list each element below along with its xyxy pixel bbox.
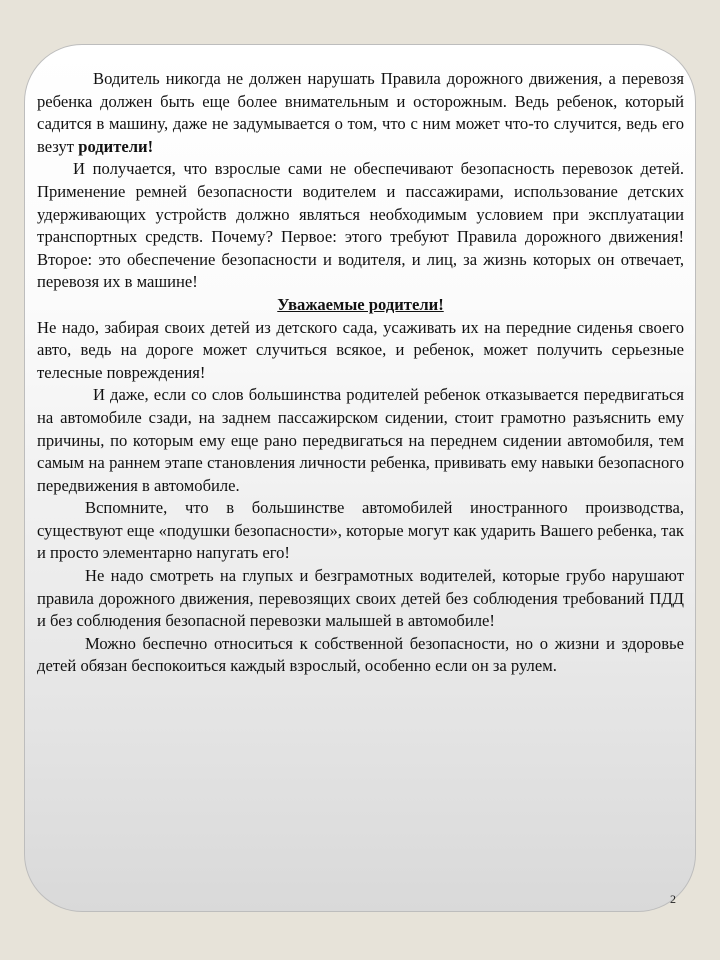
paragraph-safety-belts: И получается, что взрослые сами не обеспечивают безопасность перевозок детей. Применение ремней безопасности водителем и пассажирами, использование детских удерживающих устройств должно являться необходимым условием при эксплуатации транспортных средств. Почему? Первое: этого требуют Правила дорожного движения! Второе: это обеспечение безопасности и водителя, и лиц, за жизнь которых он отвечает, перевозя их в машине! (37, 159, 684, 292)
page-number: 2 (670, 892, 676, 906)
document-body (37, 68, 684, 678)
paragraph-explain-reasons: И даже, если со слов большинства родителей ребенок отказывается передвигаться на автомобиле сзади, на заднем пассажирском сидении, стоит грамотно разъяснить ему причины, по которым ему еще рано передвигаться на переднем сидении автомобиля, тем самым на раннем этапе становления личности ребенка, прививать ему навыки безопасного передвижения в автомобиле. (37, 385, 684, 495)
paragraph-bad-drivers: Не надо смотреть на глупых и безграмотных водителей, которые грубо нарушают правила дорожного движения, перевозящих своих детей без соблюдения требований ПДД и без соблюдения безопасной перевозки малышей в автомобиле! (37, 566, 684, 631)
paragraph-airbags: Вспомните, что в большинстве автомобилей иностранного производства, существуют еще «подушки безопасности», которые могут как ударить Вашего ребенка, так и просто элементарно напугать его! (37, 498, 684, 563)
paragraph-front-seats: Не надо, забирая своих детей из детского сада, усаживать их на передние сиденья своего авто, ведь на дороге может случиться всякое, и ребенок, может получить серьезные телесные повреждения! (37, 317, 684, 382)
paragraph-intro-text: Водитель никогда не должен нарушать Правила дорожного движения, а перевозя ребенка должен быть еще более внимательным и осторожным. Ведь ребенок, который садится в машину, даже не задумывается о том, что с ним может что-то случится, ведь его везут (37, 69, 684, 156)
paragraph-conclusion: Можно беспечно относиться к собственной безопасности, но о жизни и здоровье детей обязан беспокоиться каждый взрослый, особенно если он за рулем. (37, 633, 684, 676)
section-heading: Уважаемые родители! (277, 294, 444, 314)
paragraph-intro (37, 68, 684, 158)
paragraph-intro-bold: родители! (78, 136, 154, 156)
